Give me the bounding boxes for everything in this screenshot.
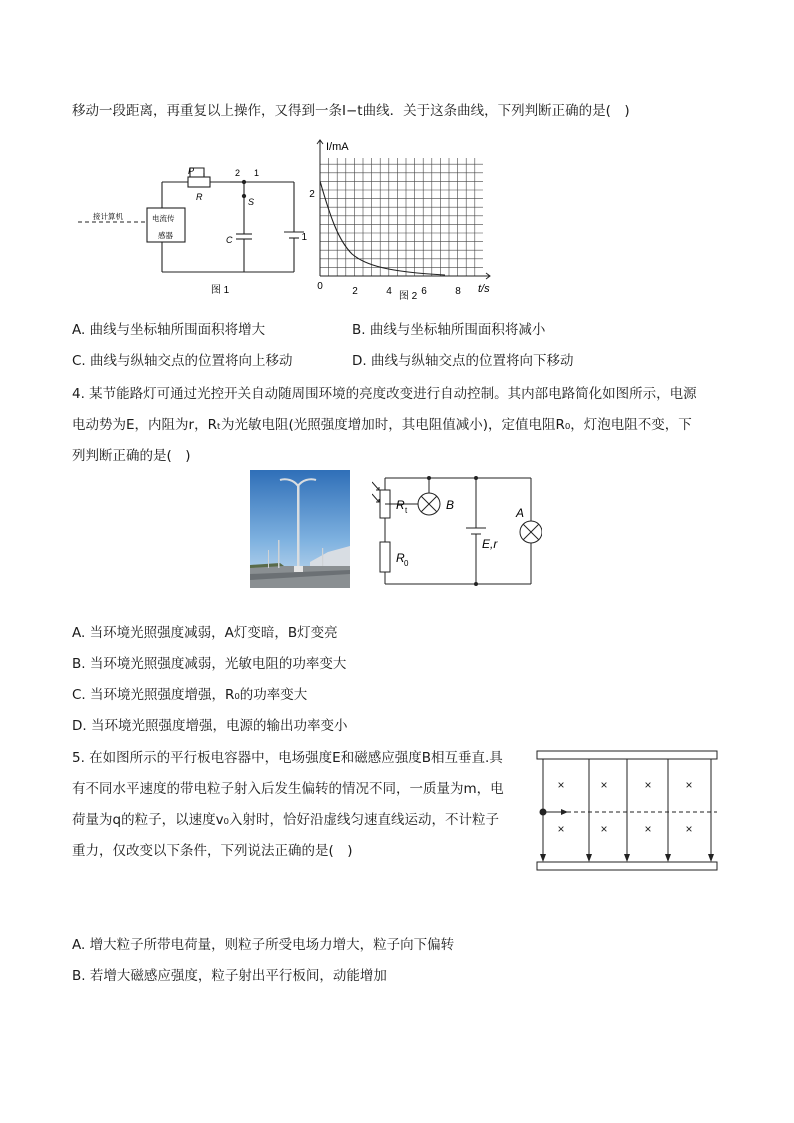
q3-option-c: C. 曲线与纵轴交点的位置将向上移动 bbox=[72, 353, 293, 369]
q3-figure-2 bbox=[300, 136, 500, 306]
y-tick-2: 2 bbox=[309, 189, 315, 200]
q3-stem: 移动一段距离，再重复以上操作，又得到一条I−t曲线．关于这条曲线，下列判断正确的是( ) bbox=[72, 103, 630, 119]
figure-2-caption: 图 2 bbox=[398, 291, 418, 302]
label-R: R bbox=[196, 192, 203, 202]
sensor-label-top: 电流传 bbox=[152, 214, 175, 223]
q4-stem-line-2: 电动势为E，内阻为r，Rₜ为光敏电阻(光照强度增加时，其电阻值减小)，定值电阻R₀，灯泡电阻不变，下 bbox=[72, 417, 692, 433]
q3-option-d: D. 曲线与纵轴交点的位置将向下移动 bbox=[352, 353, 574, 369]
q4-stem-line-1: 4. 某节能路灯可通过光控开关自动随周围环境的亮度改变进行自动控制。其内部电路简化如图所示，电源 bbox=[72, 386, 697, 402]
q5-option-a: A. 增大粒子所带电荷量，则粒子所受电场力增大，粒子向下偏转 bbox=[72, 937, 455, 953]
q5-option-b: B. 若增大磁感应强度，粒子射出平行板间，动能增加 bbox=[72, 968, 387, 984]
q4-circuit bbox=[372, 470, 542, 590]
computer-label: 接计算机 bbox=[93, 212, 123, 221]
label-source: E,r bbox=[482, 537, 498, 551]
field-mark: × bbox=[557, 822, 565, 836]
label-P: P bbox=[188, 166, 195, 176]
x-tick-8: 8 bbox=[455, 286, 461, 297]
field-mark: × bbox=[685, 778, 693, 792]
label-R0: R bbox=[396, 551, 405, 565]
field-mark: × bbox=[644, 822, 652, 836]
sensor-label-bottom: 感器 bbox=[158, 231, 173, 240]
y-axis-label: I/mA bbox=[326, 141, 349, 153]
label-S: S bbox=[248, 197, 255, 207]
label-Rt-subscript: t bbox=[405, 506, 408, 515]
q3-option-b: B. 曲线与坐标轴所围面积将减小 bbox=[352, 322, 546, 338]
label-B: B bbox=[446, 498, 455, 512]
x-tick-2: 2 bbox=[352, 286, 358, 297]
field-mark: × bbox=[557, 778, 565, 792]
label-terminal-1: 1 bbox=[254, 168, 260, 178]
q4-option-d: D. 当环境光照强度增强，电源的输出功率变小 bbox=[72, 718, 348, 734]
q5-stem-line-3: 荷量为q的粒子，以速度v₀入射时，恰好沿虚线匀速直线运动，不计粒子 bbox=[72, 812, 499, 828]
label-Rt: R bbox=[396, 498, 405, 512]
q3-figure-1 bbox=[70, 158, 310, 300]
x-axis-label: t/s bbox=[478, 283, 490, 295]
q5-stem-line-2: 有不同水平速度的带电粒子射入后发生偏转的情况不同，一质量为m，电 bbox=[72, 781, 504, 797]
field-mark: × bbox=[600, 822, 608, 836]
label-R0-subscript: 0 bbox=[404, 559, 409, 568]
q3-option-a: A. 曲线与坐标轴所围面积将增大 bbox=[72, 322, 266, 338]
street-lamp-photo bbox=[250, 470, 350, 588]
label-battery: 1 bbox=[301, 232, 307, 243]
origin-label: 0 bbox=[317, 281, 323, 292]
q4-option-c: C. 当环境光照强度增强，R₀的功率变大 bbox=[72, 687, 308, 703]
field-mark: × bbox=[600, 778, 608, 792]
field-mark: × bbox=[644, 778, 652, 792]
q4-stem-line-3: 列判断正确的是( ) bbox=[72, 448, 191, 464]
label-A: A bbox=[516, 506, 525, 520]
x-tick-4: 4 bbox=[386, 286, 392, 297]
q5-stem-line-1: 5. 在如图所示的平行板电容器中，电场强度E和磁感应强度B相互垂直.具 bbox=[72, 750, 503, 766]
q5-stem-line-4: 重力，仅改变以下条件，下列说法正确的是( ) bbox=[72, 843, 353, 859]
label-terminal-2: 2 bbox=[235, 168, 241, 178]
label-C: C bbox=[226, 235, 233, 245]
q5-field-diagram bbox=[534, 748, 720, 874]
figure-1-caption: 图 1 bbox=[210, 285, 230, 296]
x-tick-6: 6 bbox=[421, 286, 427, 297]
q4-option-b: B. 当环境光照强度减弱，光敏电阻的功率变大 bbox=[72, 656, 347, 672]
field-mark: × bbox=[685, 822, 693, 836]
q4-option-a: A. 当环境光照强度减弱，A灯变暗，B灯变亮 bbox=[72, 625, 338, 641]
